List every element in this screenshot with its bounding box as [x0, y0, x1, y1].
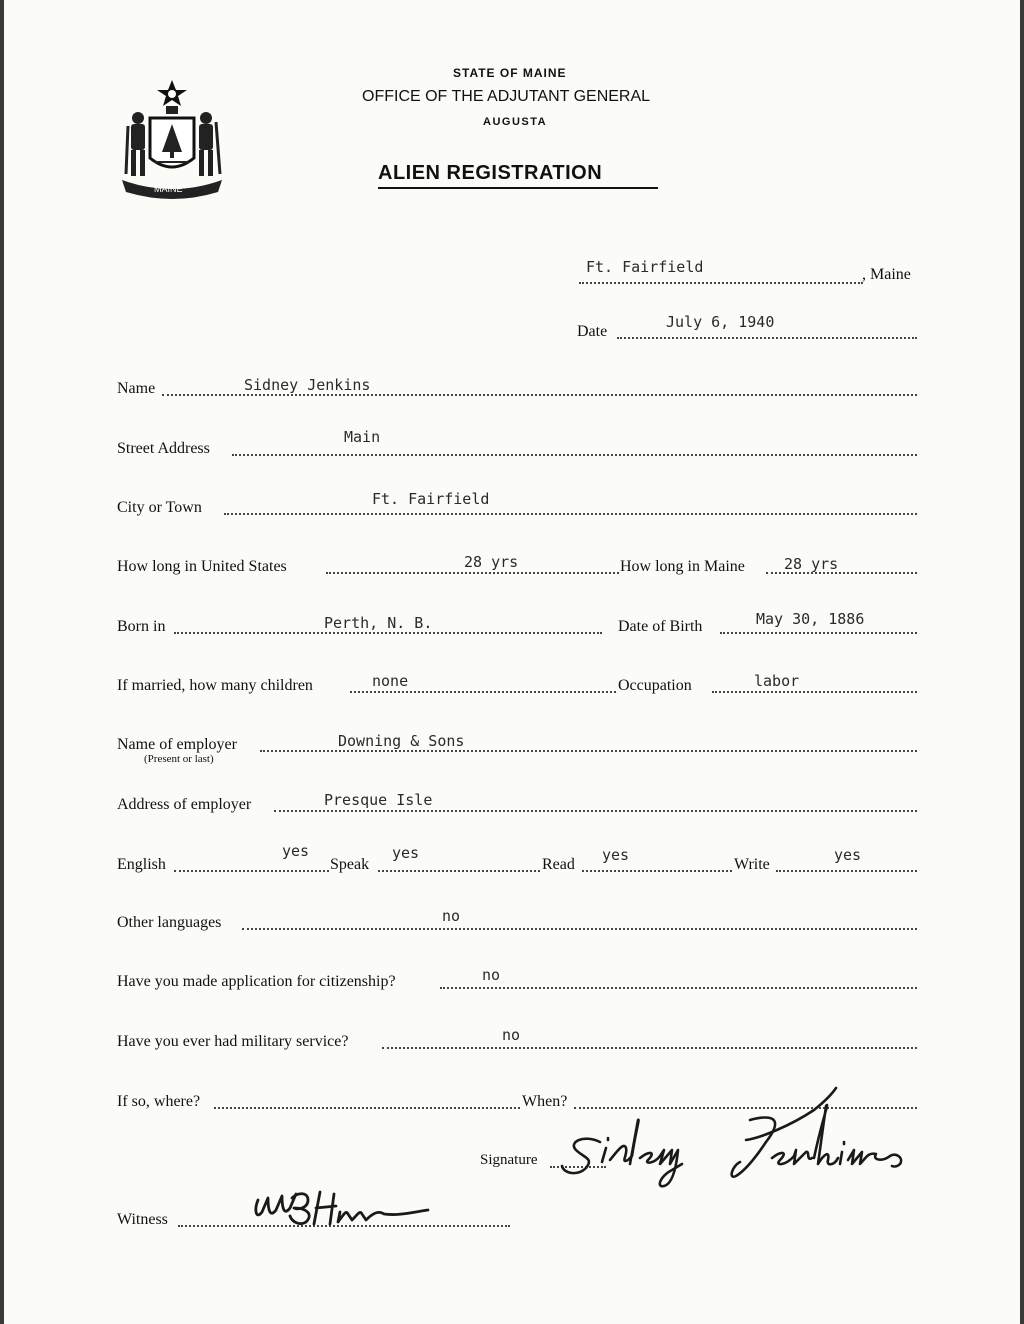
- street-label: Street Address: [117, 440, 210, 457]
- name-label: Name: [117, 380, 156, 397]
- page-title: ALIEN REGISTRATION: [378, 162, 603, 184]
- witness-label: Witness: [117, 1211, 168, 1228]
- place-value: Ft. Fairfield: [586, 258, 704, 276]
- city-heading: AUGUSTA: [483, 116, 548, 128]
- speak-value: yes: [392, 844, 420, 862]
- date-label: Date: [577, 323, 608, 340]
- us-duration-value: 28 yrs: [464, 553, 519, 571]
- date-value: July 6, 1940: [666, 313, 775, 331]
- english-label: English: [117, 856, 166, 873]
- read-label: Read: [542, 856, 575, 873]
- maine-duration-label: How long in Maine: [620, 558, 745, 575]
- dob-value: May 30, 1886: [756, 610, 865, 628]
- born-in-label: Born in: [117, 618, 166, 635]
- office-heading: OFFICE OF THE ADJUTANT GENERAL: [362, 88, 651, 105]
- us-duration-label: How long in United States: [117, 558, 287, 575]
- occupation-label: Occupation: [618, 677, 692, 694]
- title-underline: [378, 187, 658, 189]
- citizenship-label: Have you made application for citizenship?: [117, 973, 396, 990]
- seal-motto: MAINE: [154, 184, 183, 194]
- other-languages-label: Other languages: [117, 914, 222, 931]
- write-value: yes: [834, 846, 862, 864]
- occupation-value: labor: [754, 672, 800, 690]
- witness-signature: [248, 1180, 438, 1236]
- name-value: Sidney Jenkins: [244, 376, 371, 394]
- other-languages-value: no: [442, 907, 461, 925]
- military-value: no: [502, 1026, 521, 1044]
- employer-value: Downing & Sons: [338, 732, 465, 750]
- children-value: none: [372, 672, 409, 690]
- registration-form: [4, 0, 1020, 1324]
- maine-state-seal-icon: [116, 76, 228, 200]
- read-value: yes: [602, 846, 630, 864]
- when-label: When?: [522, 1093, 568, 1110]
- born-in-value: Perth, N. B.: [324, 614, 433, 632]
- employer-address-value: Presque Isle: [324, 791, 433, 809]
- military-label: Have you ever had military service?: [117, 1033, 349, 1050]
- maine-duration-value: 28 yrs: [784, 555, 839, 573]
- children-label: If married, how many children: [117, 677, 313, 694]
- city-value: Ft. Fairfield: [372, 490, 490, 508]
- place-suffix: , Maine: [862, 266, 911, 283]
- write-label: Write: [734, 856, 770, 873]
- employer-label: Name of employer: [117, 736, 237, 753]
- employer-sublabel: (Present or last): [144, 753, 214, 765]
- employer-address-label: Address of employer: [117, 796, 252, 813]
- signature-label: Signature: [480, 1152, 538, 1168]
- english-value: yes: [282, 842, 310, 860]
- speak-label: Speak: [330, 856, 370, 873]
- dob-label: Date of Birth: [618, 618, 703, 635]
- street-value: Main: [344, 428, 381, 446]
- applicant-signature: [560, 1080, 920, 1190]
- citizenship-value: no: [482, 966, 501, 984]
- state-heading: STATE OF MAINE: [453, 66, 567, 80]
- city-label: City or Town: [117, 499, 202, 516]
- where-label: If so, where?: [117, 1093, 201, 1110]
